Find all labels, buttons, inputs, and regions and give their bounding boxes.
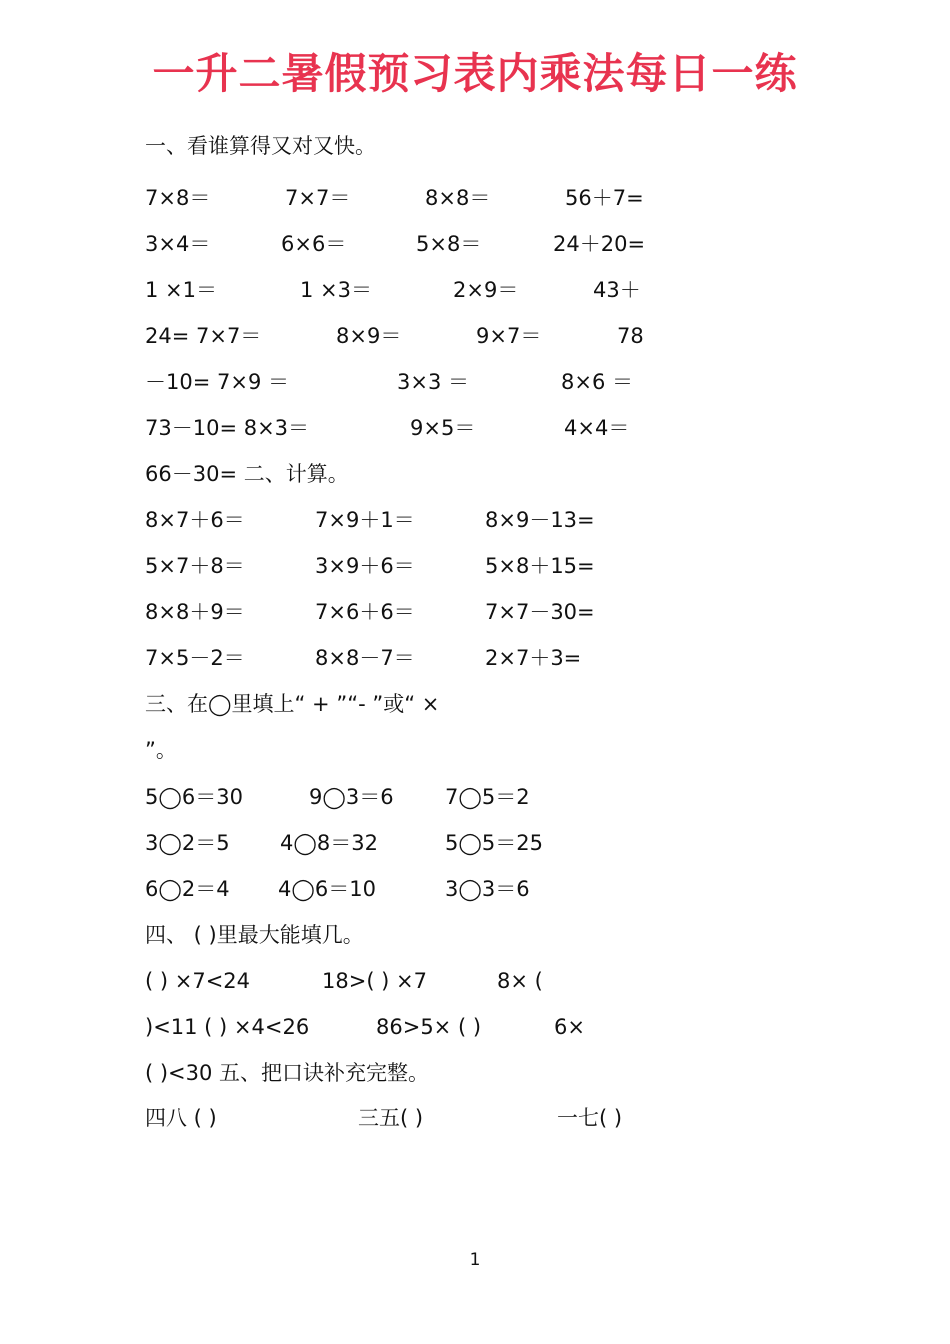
exercise-item: 6◯2＝4: [145, 877, 230, 901]
exercise-item: 8× (: [497, 969, 543, 993]
exercise-item: 5×8＋15=: [485, 554, 595, 578]
exercise-item: 78: [617, 324, 644, 348]
exercise-item: 5◯5＝25: [445, 831, 543, 855]
exercise-item: 24= 7×7＝: [145, 324, 262, 348]
exercise-item: 66－30= 二、计算。: [145, 462, 349, 486]
exercise-item: 7×7＝: [285, 186, 351, 210]
exercise-item: 4×4＝: [564, 416, 630, 440]
exercise-item: 5×7＋8＝: [145, 554, 245, 578]
exercise-item: )<11 ( ) ×4<26: [145, 1015, 310, 1039]
exercise-item: 9×5＝: [410, 416, 476, 440]
exercise-item: 7×7－30=: [485, 600, 595, 624]
exercise-item: 56＋7=: [565, 186, 644, 210]
exercise-item: 9◯3＝6: [309, 785, 394, 809]
exercise-item: －10= 7×9 ＝: [145, 370, 289, 394]
exercise-item: 3×3 ＝: [397, 370, 469, 394]
exercise-item: 24＋20=: [553, 232, 646, 256]
exercise-item: 3×4＝: [145, 232, 211, 256]
exercise-item: 7×5－2＝: [145, 646, 245, 670]
exercise-item: 7×6＋6＝: [315, 600, 415, 624]
exercise-item: 3×9＋6＝: [315, 554, 415, 578]
exercise-item: 73－10= 8×3＝: [145, 416, 310, 440]
exercise-item: 43＋: [593, 278, 641, 302]
page-title: 一升二暑假预习表内乘法每日一练: [152, 49, 798, 98]
exercise-item: 7×9＋1＝: [315, 508, 415, 532]
exercise-item: 三五( ): [358, 1106, 424, 1130]
exercise-item: 8×9－13=: [485, 508, 595, 532]
exercise-item: 3◯3＝6: [445, 877, 530, 901]
exercise-item: 5◯6＝30: [145, 785, 243, 809]
exercise-item: 8×8＋9＝: [145, 600, 245, 624]
exercise-item: 1 ×3＝: [300, 278, 372, 302]
exercise-item: 3◯2＝5: [145, 831, 230, 855]
exercise-item: 8×9＝: [336, 324, 402, 348]
exercise-item: 8×6 ＝: [561, 370, 633, 394]
exercise-item: 四、 ( )里最大能填几。: [145, 923, 364, 947]
exercise-item: 86>5× ( ): [376, 1015, 482, 1039]
exercise-item: 8×7＋6＝: [145, 508, 245, 532]
exercise-item: 一、看谁算得又对又快。: [145, 134, 376, 158]
exercise-item: 8×8＝: [425, 186, 491, 210]
exercise-item: 5×8＝: [416, 232, 482, 256]
exercise-item: ”。: [145, 738, 177, 762]
exercise-item: 4◯8＝32: [280, 831, 378, 855]
exercise-item: 1 ×1＝: [145, 278, 217, 302]
exercise-item: 9×7＝: [476, 324, 542, 348]
exercise-item: 7×8＝: [145, 186, 211, 210]
page-number: 1: [469, 1250, 481, 1270]
exercise-item: 6×6＝: [281, 232, 347, 256]
exercise-item: 4◯6＝10: [278, 877, 376, 901]
exercise-item: 18>( ) ×7: [322, 969, 428, 993]
exercise-item: 6×: [554, 1015, 585, 1039]
exercise-item: 四八 ( ): [145, 1106, 217, 1130]
exercise-item: ( )<30 五、把口诀补充完整。: [145, 1061, 430, 1085]
exercise-item: 三、在◯里填上“ + ”“- ”或“ ×: [145, 692, 440, 716]
exercise-item: 8×8－7＝: [315, 646, 415, 670]
exercise-item: 2×7＋3=: [485, 646, 582, 670]
exercise-item: 7◯5＝2: [445, 785, 530, 809]
exercise-item: 一七( ): [557, 1106, 623, 1130]
exercise-item: ( ) ×7<24: [145, 969, 251, 993]
exercise-item: 2×9＝: [453, 278, 519, 302]
